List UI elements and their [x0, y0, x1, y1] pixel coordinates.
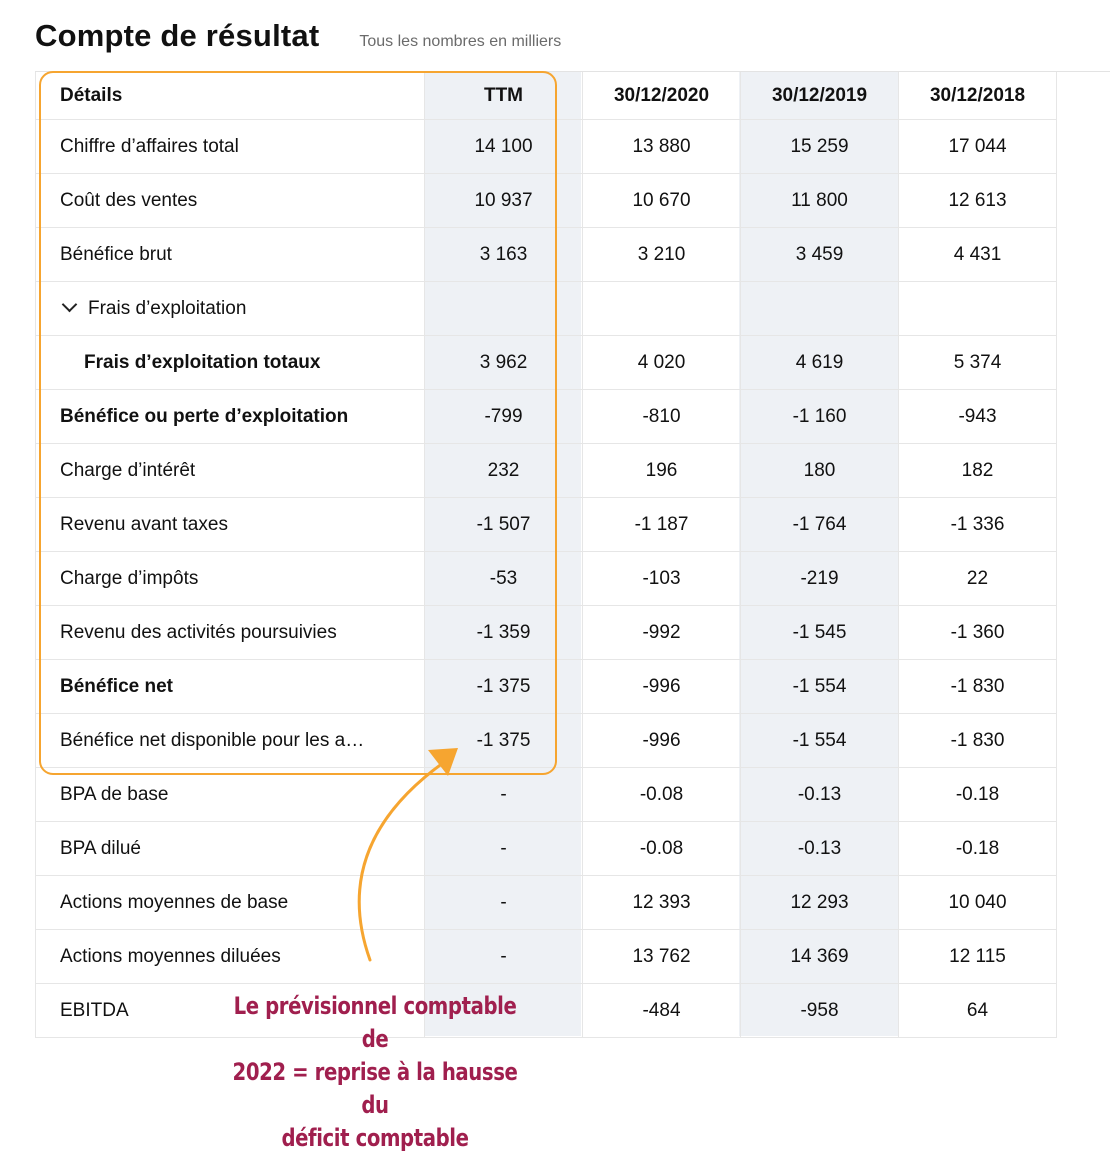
chevron-down-icon[interactable]: [62, 296, 78, 312]
cell-value: -: [425, 930, 583, 984]
cell-value: -219: [741, 552, 899, 606]
cell-value: -0.13: [741, 768, 899, 822]
table-row: [36, 714, 1057, 768]
cell-value: -0.18: [899, 768, 1057, 822]
cell-value: -958: [741, 984, 899, 1038]
row-label: Chiffre d’affaires total: [36, 120, 425, 174]
table-row: [36, 120, 1057, 174]
cell-value: 14 369: [741, 930, 899, 984]
cell-value: 10 670: [583, 174, 741, 228]
cell-value: 3 210: [583, 228, 741, 282]
cell-value: 182: [899, 444, 1057, 498]
cell-value: 13 880: [583, 120, 741, 174]
cell-value: 10 937: [425, 174, 583, 228]
annotation-line-3: déficit comptable: [281, 1124, 469, 1152]
table-row: [36, 660, 1057, 714]
cell-value: 3 962: [425, 336, 583, 390]
table-row: [36, 606, 1057, 660]
units-note: Tous les nombres en milliers: [359, 33, 562, 50]
row-label: Actions moyennes de base: [36, 876, 425, 930]
cell-value: -0.08: [583, 768, 741, 822]
row-label: Bénéfice ou perte d’exploitation: [36, 390, 425, 444]
row-label: Revenu des activités poursuivies: [36, 606, 425, 660]
cell-value: 12 393: [583, 876, 741, 930]
cell-value: [741, 282, 899, 336]
cell-value: -1 507: [425, 498, 583, 552]
cell-value: -53: [425, 552, 583, 606]
table-header-row: [36, 72, 1057, 120]
row-label: BPA dilué: [36, 822, 425, 876]
cell-value: 180: [741, 444, 899, 498]
annotation-line-1: Le prévisionnel comptable de: [233, 992, 517, 1053]
page-title: Compte de résultat: [35, 18, 320, 53]
row-label[interactable]: [36, 282, 425, 336]
cell-value: 4 619: [741, 336, 899, 390]
column-header-ttm[interactable]: TTM: [425, 72, 583, 120]
column-header-2020[interactable]: 30/12/2020: [583, 72, 741, 120]
cell-value: -: [425, 876, 583, 930]
row-label: Charge d’impôts: [36, 552, 425, 606]
cell-value: 14 100: [425, 120, 583, 174]
cell-value: -996: [583, 714, 741, 768]
cell-value: -1 359: [425, 606, 583, 660]
cell-value: -996: [583, 660, 741, 714]
cell-value: [899, 282, 1057, 336]
cell-value: -943: [899, 390, 1057, 444]
row-label: EBITDA: [36, 984, 425, 1038]
cell-value: 5 374: [899, 336, 1057, 390]
cell-value: -103: [583, 552, 741, 606]
table-row: [36, 984, 1057, 1038]
cell-value: 4 431: [899, 228, 1057, 282]
income-statement-table: [35, 72, 1057, 1038]
cell-value: 15 259: [741, 120, 899, 174]
table-row: [36, 930, 1057, 984]
cell-value: 12 115: [899, 930, 1057, 984]
cell-value: 13 762: [583, 930, 741, 984]
cell-value: -0.18: [899, 822, 1057, 876]
cell-value: 17 044: [899, 120, 1057, 174]
cell-value: 196: [583, 444, 741, 498]
cell-value: -484: [583, 984, 741, 1038]
cell-value: -1 360: [899, 606, 1057, 660]
cell-value: -1 187: [583, 498, 741, 552]
table-row: [36, 822, 1057, 876]
cell-value: 64: [899, 984, 1057, 1038]
cell-value: -1 554: [741, 714, 899, 768]
cell-value: -1 160: [741, 390, 899, 444]
column-header-2018[interactable]: 30/12/2018: [899, 72, 1057, 120]
cell-value: [583, 282, 741, 336]
table-row: [36, 768, 1057, 822]
cell-value: -: [425, 822, 583, 876]
table-row: [36, 876, 1057, 930]
row-label: Charge d’intérêt: [36, 444, 425, 498]
row-label: Bénéfice net: [36, 660, 425, 714]
table-row: [36, 228, 1057, 282]
cell-value: -1 375: [425, 714, 583, 768]
cell-value: -1 545: [741, 606, 899, 660]
cell-value: -0.13: [741, 822, 899, 876]
cell-value: 12 613: [899, 174, 1057, 228]
cell-value: 4 020: [583, 336, 741, 390]
cell-value: 12 293: [741, 876, 899, 930]
cell-value: -1 830: [899, 714, 1057, 768]
cell-value: [425, 282, 583, 336]
table-row: [36, 498, 1057, 552]
table-row: [36, 444, 1057, 498]
table-row-expandable[interactable]: [36, 282, 1057, 336]
cell-value: 3 459: [741, 228, 899, 282]
annotation-line-2: 2022 = reprise à la hausse du: [232, 1058, 518, 1119]
row-label-text: Frais d’exploitation: [88, 297, 247, 319]
cell-value: 10 040: [899, 876, 1057, 930]
cell-value: -1 830: [899, 660, 1057, 714]
row-label: Bénéfice brut: [36, 228, 425, 282]
page-header: [35, 18, 561, 54]
cell-value: 11 800: [741, 174, 899, 228]
row-label: Bénéfice net disponible pour les a…: [36, 714, 425, 768]
cell-value: -: [425, 768, 583, 822]
row-label: BPA de base: [36, 768, 425, 822]
cell-value: 22: [899, 552, 1057, 606]
cell-value: -799: [425, 390, 583, 444]
cell-value: -810: [583, 390, 741, 444]
cell-value: 232: [425, 444, 583, 498]
cell-value: -1 764: [741, 498, 899, 552]
row-label: Revenu avant taxes: [36, 498, 425, 552]
table-row: [36, 552, 1057, 606]
table-row: [36, 174, 1057, 228]
cell-value: 3 163: [425, 228, 583, 282]
cell-value: -1 554: [741, 660, 899, 714]
row-label: Coût des ventes: [36, 174, 425, 228]
row-label: Frais d’exploitation totaux: [36, 336, 425, 390]
table-row: [36, 336, 1057, 390]
cell-value: -992: [583, 606, 741, 660]
annotation-text: [227, 990, 522, 1155]
cell-value: -1 336: [899, 498, 1057, 552]
table-row: [36, 390, 1057, 444]
cell-value: -0.08: [583, 822, 741, 876]
cell-value: -1 375: [425, 660, 583, 714]
row-label: Actions moyennes diluées: [36, 930, 425, 984]
column-header-details[interactable]: Détails: [36, 72, 425, 120]
column-header-2019[interactable]: 30/12/2019: [741, 72, 899, 120]
